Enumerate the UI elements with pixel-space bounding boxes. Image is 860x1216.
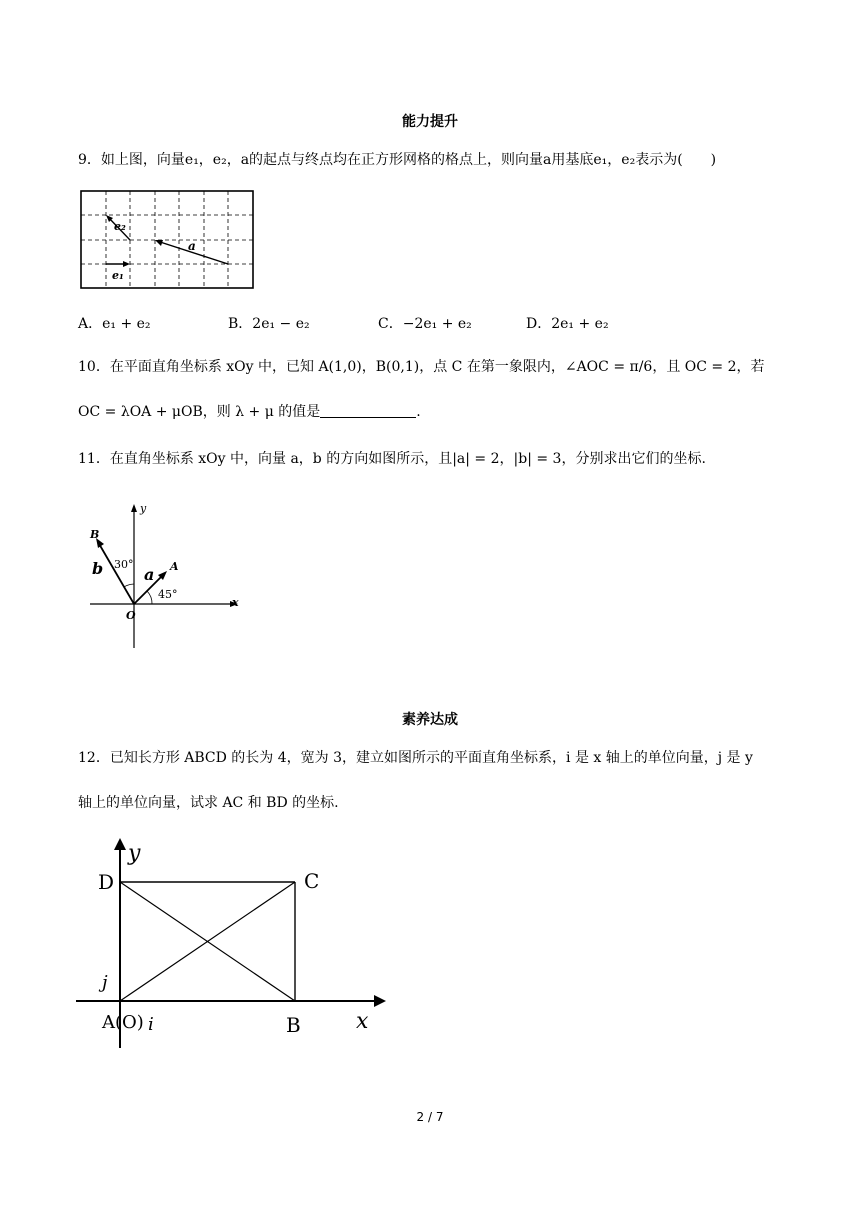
e2-label: e₂ bbox=[114, 220, 126, 233]
option-c[interactable]: C．−2e₁ + e₂ bbox=[378, 316, 472, 332]
option-a[interactable]: A．e₁ + e₂ bbox=[78, 316, 151, 332]
x-axis-label: x bbox=[232, 596, 239, 609]
x-axis-label: x bbox=[356, 1009, 369, 1034]
point-a-label: A bbox=[170, 560, 179, 573]
question-12-line1: 12．已知长方形 ABCD 的长为 4，宽为 3，建立如图所示的平面直角坐标系，i 是 x 轴上的单位向量，j 是 y bbox=[78, 750, 753, 766]
question-10-line2 bbox=[78, 402, 421, 422]
answer-blank[interactable] bbox=[320, 403, 416, 418]
question-12-figure bbox=[72, 832, 398, 1054]
section-title-literacy: 素养达成 bbox=[402, 712, 458, 728]
unit-i-label: i bbox=[148, 1014, 154, 1035]
e1-label: e₁ bbox=[112, 269, 124, 282]
question-10-line2-end: . bbox=[416, 404, 421, 420]
y-axis-label: y bbox=[140, 502, 147, 515]
option-d[interactable]: D．2e₁ + e₂ bbox=[526, 316, 609, 332]
point-a-origin-label: A(O) bbox=[102, 1012, 144, 1033]
question-10-line2-text: OC = λOA + μOB，则 λ + μ 的值是 bbox=[78, 404, 321, 420]
point-b-label: B bbox=[90, 528, 100, 541]
angle-45-label: 45° bbox=[158, 588, 178, 601]
a-label: a bbox=[188, 239, 196, 253]
point-d-label: D bbox=[98, 870, 115, 894]
vector-a-label: a bbox=[144, 565, 155, 584]
y-axis-label: y bbox=[128, 841, 141, 866]
question-9-text: 9．如上图，向量e₁，e₂，a的起点与终点均在正方形网格的格点上，则向量a用基底e₁，e₂表示为( ) bbox=[78, 152, 717, 168]
option-b[interactable]: B．2e₁ − e₂ bbox=[228, 316, 310, 332]
angle-30-label: 30° bbox=[114, 558, 134, 571]
section-title-ability: 能力提升 bbox=[402, 114, 458, 130]
question-9-grid-figure bbox=[80, 190, 254, 290]
point-b-label: B bbox=[286, 1013, 301, 1037]
question-11-figure bbox=[86, 498, 246, 650]
point-c-label: C bbox=[304, 869, 320, 893]
question-12-line2: 轴上的单位向量，试求 AC 和 BD 的坐标. bbox=[78, 795, 339, 811]
question-10-line1: 10．在平面直角坐标系 xOy 中，已知 A(1,0)，B(0,1)，点 C 在第一象限内，∠AOC = π/6，且 OC = 2，若 bbox=[78, 359, 765, 375]
vector-b-label: b bbox=[92, 559, 104, 578]
unit-j-label: j bbox=[102, 972, 108, 993]
page-number: 2 / 7 bbox=[416, 1110, 444, 1124]
question-11-text: 11．在直角坐标系 xOy 中，向量 a，b 的方向如图所示，且|a| = 2，|b| = 3，分别求出它们的坐标. bbox=[78, 451, 706, 467]
origin-label: O bbox=[126, 609, 136, 622]
